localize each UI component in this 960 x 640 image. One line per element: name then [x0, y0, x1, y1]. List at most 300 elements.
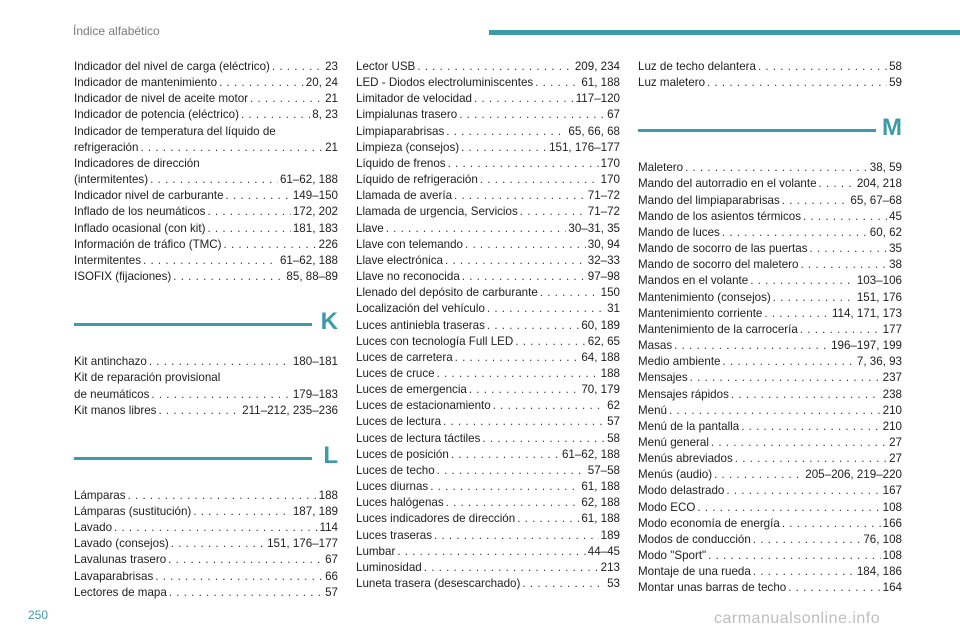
- entry-term: Modo economía de energía: [638, 516, 780, 530]
- entry-term: Luces de estacionamiento: [356, 399, 491, 413]
- entry-term: Luneta trasera (desescarchado): [356, 577, 521, 590]
- index-entry: [356, 253, 620, 269]
- entry-term: Luces de lectura: [356, 415, 442, 429]
- index-entry-line: [356, 91, 620, 107]
- index-entry: [638, 354, 902, 370]
- index-entry-line: [638, 338, 902, 354]
- watermark: carmanualsonline.info: [714, 610, 881, 627]
- entry-term: Menú de la pantalla: [638, 419, 740, 433]
- entry-term: Luces con tecnología Full LED: [356, 334, 514, 348]
- index-entry-line: [638, 483, 902, 499]
- index-entry-line: [74, 552, 338, 568]
- dot-leader: [819, 176, 855, 192]
- index-entry: [638, 548, 902, 564]
- entry-term: Luces de cruce: [356, 366, 435, 380]
- dot-leader: [226, 188, 291, 204]
- entry-term: Llave electrónica: [356, 253, 444, 267]
- index-entry-line: [638, 580, 902, 596]
- entry-pages: 151, 176: [856, 290, 902, 304]
- dot-leader: [714, 467, 803, 483]
- dot-leader: [758, 59, 887, 75]
- index-entry: [638, 75, 902, 91]
- entry-pages: 67: [607, 108, 620, 122]
- entry-pages: 61, 188: [581, 512, 620, 526]
- entry-pages: 20, 24: [305, 76, 338, 90]
- dot-leader: [741, 419, 880, 435]
- entry-term: Lámparas (sustitución): [74, 504, 192, 518]
- entry-pages: 196–197, 199: [831, 339, 902, 353]
- entry-term: Lumbar: [356, 544, 396, 558]
- entry-term: Montar unas barras de techo: [638, 581, 787, 595]
- index-entry: [356, 172, 620, 188]
- dot-leader: [250, 91, 323, 107]
- entry-term: Medio ambiente: [638, 355, 721, 369]
- entry-pages: 149–150: [292, 189, 338, 203]
- entry-pages: 71–72: [587, 189, 620, 203]
- index-entry: [74, 552, 338, 568]
- index-entry-line: [638, 451, 902, 467]
- index-entry: [74, 403, 338, 419]
- index-entry-line: [638, 435, 902, 451]
- entry-term: Lámparas: [74, 488, 126, 502]
- dot-leader: [685, 160, 868, 176]
- entry-term: Luz de techo delantera: [638, 60, 756, 73]
- entry-pages: 65, 66, 68: [568, 124, 620, 138]
- index-entry-line: [638, 225, 902, 241]
- index-entry-line: [74, 124, 338, 140]
- index-entry-line: [74, 536, 338, 552]
- entry-term: Menú: [638, 403, 668, 417]
- index-entry: [74, 520, 338, 536]
- index-entry: [356, 576, 620, 592]
- entry-term: Luces de carretera: [356, 350, 453, 364]
- entry-pages: 166: [882, 516, 902, 530]
- entry-pages: 38: [889, 258, 902, 272]
- dot-leader: [140, 140, 323, 156]
- entry-term: Llamada de urgencia, Servicios: [356, 205, 518, 219]
- index-entry: [638, 435, 902, 451]
- index-entry-line: [356, 382, 620, 398]
- entry-pages: 188: [600, 366, 620, 380]
- entry-term: Luces traseras: [356, 528, 433, 542]
- index-entry: [356, 511, 620, 527]
- entry-term: LED - Diodos electroluminiscentes: [356, 76, 534, 90]
- index-entry-line: [356, 479, 620, 495]
- index-entry-line: [356, 269, 620, 285]
- index-entry-line: [638, 59, 902, 75]
- index-entry-line: [74, 253, 338, 269]
- entry-term: Líquido de frenos: [356, 156, 446, 170]
- index-entry-line: [74, 221, 338, 237]
- dot-leader: [722, 225, 868, 241]
- entry-pages: 108: [882, 500, 902, 514]
- entry-term: Mando del limpiaparabrisas: [638, 193, 780, 207]
- index-entry-line: [638, 160, 902, 176]
- entry-pages: 30, 94: [587, 237, 620, 251]
- dot-leader: [465, 237, 586, 253]
- index-entry: [356, 544, 620, 560]
- index-entry-line: [356, 188, 620, 204]
- dot-leader: [445, 253, 586, 269]
- entry-term: Indicador de mantenimiento: [74, 76, 218, 90]
- entry-pages: 62: [607, 399, 620, 413]
- index-entry-line: [638, 322, 902, 338]
- entry-term: Llenado del depósito de carburante: [356, 286, 538, 300]
- index-entry: [356, 414, 620, 430]
- index-entry: [74, 237, 338, 253]
- entry-pages: 27: [889, 452, 902, 466]
- index-entry-line: [356, 511, 620, 527]
- index-entry-line: [356, 398, 620, 414]
- entry-term: Modo ECO: [638, 500, 696, 514]
- entry-term: Limpialunas trasero: [356, 108, 458, 122]
- index-entry: [74, 124, 338, 156]
- index-entry-line: [638, 403, 902, 419]
- dot-leader: [803, 209, 887, 225]
- index-entry: [638, 322, 902, 338]
- index-entry-line: [638, 241, 902, 257]
- index-entry: [74, 253, 338, 269]
- entry-pages: 62, 188: [581, 496, 620, 510]
- index-entry: [356, 334, 620, 350]
- index-entry: [74, 91, 338, 107]
- dot-leader: [207, 204, 290, 220]
- entry-term: Kit de reparación provisional: [74, 371, 221, 385]
- entry-term: Limpieza (consejos): [356, 140, 460, 154]
- dot-leader: [207, 221, 290, 237]
- entry-term: Líquido de refrigeración: [356, 173, 478, 187]
- entry-pages: 60, 62: [869, 225, 902, 239]
- dot-leader: [753, 564, 855, 580]
- dot-leader: [731, 387, 881, 403]
- index-entry-line: [356, 301, 620, 317]
- entry-pages: 188: [318, 488, 338, 502]
- entry-term: Mando de los asientos térmicos: [638, 209, 802, 223]
- entry-term: Montaje de una rueda: [638, 565, 751, 579]
- index-entry: [356, 140, 620, 156]
- entry-term: Indicador de temperatura del líquido de: [74, 124, 276, 138]
- dot-leader: [669, 403, 881, 419]
- entry-term: Lavaparabrisas: [74, 569, 154, 583]
- index-entry: [638, 306, 902, 322]
- entry-pages: 114: [319, 521, 338, 535]
- index-entry: [356, 91, 620, 107]
- index-entry: [74, 107, 338, 123]
- index-entry-line: [356, 414, 620, 430]
- index-entry-line: [356, 576, 620, 592]
- entry-pages: 64, 188: [581, 350, 620, 364]
- entry-term: de neumáticos: [74, 387, 150, 401]
- entry-term: Mando del autorradio en el volante: [638, 177, 817, 191]
- index-entry-line: [74, 188, 338, 204]
- entry-term: Kit antinchazo: [74, 355, 147, 369]
- entry-term: (intermitentes): [74, 173, 149, 187]
- index-entry-line: [74, 107, 338, 123]
- section-header: [74, 285, 338, 354]
- dot-leader: [697, 500, 880, 516]
- entry-pages: 32–33: [587, 253, 620, 267]
- dot-leader: [535, 75, 579, 91]
- index-entry: [356, 156, 620, 172]
- entry-term: Indicador nivel de carburante: [74, 189, 224, 203]
- dot-leader: [782, 193, 849, 209]
- entry-term: Mando de luces: [638, 225, 720, 239]
- dot-leader: [417, 59, 573, 75]
- index-entry-line: [74, 403, 338, 419]
- index-entry: [356, 301, 620, 317]
- entry-pages: 44–45: [587, 544, 620, 558]
- index-entry-line: [638, 564, 902, 580]
- index-entry-line: [638, 193, 902, 209]
- dot-leader: [480, 172, 599, 188]
- entry-pages: 114, 171, 173: [831, 306, 902, 320]
- index-entry: [356, 285, 620, 301]
- entry-term: Mantenimiento corriente: [638, 306, 763, 320]
- dot-leader: [451, 447, 560, 463]
- dot-leader: [168, 552, 323, 568]
- entry-pages: 57–58: [587, 463, 620, 477]
- index-entry-line: [356, 156, 620, 172]
- entry-term: Llave con telemando: [356, 237, 463, 251]
- dot-leader: [454, 188, 586, 204]
- entry-pages: 27: [889, 435, 902, 449]
- entry-pages: 117–120: [575, 92, 620, 106]
- index-entry: [74, 269, 338, 285]
- dot-leader: [150, 172, 278, 188]
- index-entry: [74, 156, 338, 188]
- dot-leader: [461, 140, 547, 156]
- entry-term: refrigeración: [74, 140, 139, 154]
- dot-leader: [800, 257, 887, 273]
- index-entry: [638, 273, 902, 289]
- index-entry: [74, 75, 338, 91]
- index-column-3: [638, 59, 902, 597]
- entry-pages: 70, 179: [581, 383, 620, 397]
- dot-leader: [515, 334, 586, 350]
- index-entry: [638, 225, 902, 241]
- entry-term: Luminosidad: [356, 560, 422, 574]
- dot-leader: [459, 107, 605, 123]
- entry-pages: 213: [600, 560, 620, 574]
- dot-leader: [155, 569, 323, 585]
- entry-pages: 172, 202: [292, 205, 338, 219]
- index-entry-line: [356, 431, 620, 447]
- index-entry-line: [356, 140, 620, 156]
- index-entry: [638, 338, 902, 354]
- entry-pages: 62, 65: [587, 334, 620, 348]
- index-entry-line: [74, 91, 338, 107]
- entry-pages: 61, 188: [581, 76, 620, 90]
- entry-term: Lavado: [74, 521, 113, 535]
- entry-pages: 71–72: [587, 205, 620, 219]
- entry-pages: 21: [325, 140, 338, 154]
- index-entry: [356, 431, 620, 447]
- index-entry-line: [356, 75, 620, 91]
- dot-leader: [520, 204, 586, 220]
- index-entry: [638, 160, 902, 176]
- index-entry-line: [638, 370, 902, 386]
- index-entry: [638, 580, 902, 596]
- entry-term: Modos de conducción: [638, 532, 751, 546]
- entry-term: Mensajes: [638, 371, 688, 385]
- entry-pages: 204, 218: [856, 177, 902, 191]
- entry-pages: 184, 186: [856, 565, 902, 579]
- entry-pages: 103–106: [856, 274, 902, 288]
- index-entry: [356, 188, 620, 204]
- index-entry-line: [356, 560, 620, 576]
- index-entry: [356, 479, 620, 495]
- dot-leader: [149, 354, 291, 370]
- dot-leader: [448, 156, 599, 172]
- section-rule: [638, 129, 876, 132]
- index-entry-line: [638, 516, 902, 532]
- entry-pages: 61, 188: [581, 480, 620, 494]
- entry-pages: 57: [607, 415, 620, 429]
- index-entry-line: [638, 419, 902, 435]
- index-entry-line: [356, 447, 620, 463]
- index-entry: [638, 532, 902, 548]
- index-entry: [638, 451, 902, 467]
- dot-leader: [735, 451, 887, 467]
- entry-term: Masas: [638, 339, 673, 353]
- entry-term: Localización del vehículo: [356, 302, 485, 316]
- index-entry-line: [638, 532, 902, 548]
- dot-leader: [726, 483, 880, 499]
- index-entry: [74, 370, 338, 402]
- index-entry: [638, 257, 902, 273]
- entry-pages: 177: [882, 322, 902, 336]
- section-letter: K: [320, 308, 338, 336]
- index-entry: [638, 403, 902, 419]
- entry-term: Mando de socorro del maletero: [638, 258, 799, 272]
- entry-term: Limpiaparabrisas: [356, 124, 445, 138]
- entry-pages: 58: [607, 431, 620, 445]
- index-entry-line: [74, 237, 338, 253]
- index-entry-line: [356, 285, 620, 301]
- index-entry: [74, 536, 338, 552]
- entry-pages: 58: [889, 60, 902, 73]
- index-entry-line: [638, 176, 902, 192]
- dot-leader: [487, 301, 605, 317]
- index-entry-line: [356, 204, 620, 220]
- index-entry: [356, 447, 620, 463]
- entry-term: Luces diurnas: [356, 480, 429, 494]
- index-entry: [74, 354, 338, 370]
- dot-leader: [193, 504, 291, 520]
- dot-leader: [424, 560, 599, 576]
- index-entry-line: [356, 528, 620, 544]
- index-entry-line: [74, 156, 338, 172]
- entry-pages: 151, 176–177: [549, 140, 620, 154]
- entry-term: Llave: [356, 221, 384, 235]
- index-entry: [638, 370, 902, 386]
- entry-term: Luz maletero: [638, 76, 706, 90]
- index-entry-line: [356, 350, 620, 366]
- dot-leader: [437, 366, 599, 382]
- entry-term: Luces de lectura táctiles: [356, 431, 481, 445]
- index-entry-line: [74, 75, 338, 91]
- dot-leader: [540, 285, 599, 301]
- index-entry: [74, 488, 338, 504]
- section-rule: [74, 323, 312, 326]
- dot-leader: [708, 548, 880, 564]
- index-entry: [74, 585, 338, 601]
- entry-pages: 67: [325, 553, 338, 567]
- dot-leader: [128, 488, 317, 504]
- entry-pages: 210: [882, 403, 902, 417]
- entry-term: Luces de emergencia: [356, 383, 467, 397]
- entry-pages: 38, 59: [869, 161, 902, 175]
- entry-pages: 181, 183: [292, 221, 338, 235]
- running-header-title: Índice alfabético: [73, 24, 160, 38]
- index-entry: [74, 221, 338, 237]
- dot-leader: [517, 511, 579, 527]
- index-entry: [638, 516, 902, 532]
- entry-pages: 189: [600, 528, 620, 542]
- entry-term: Intermitentes: [74, 253, 142, 267]
- entry-term: Mantenimiento de la carrocería: [638, 322, 798, 336]
- entry-pages: 167: [882, 484, 902, 498]
- dot-leader: [522, 576, 605, 592]
- dot-leader: [171, 536, 265, 552]
- entry-term: Lavalunas trasero: [74, 553, 167, 567]
- index-column-2: [356, 59, 620, 592]
- index-entry-line: [356, 172, 620, 188]
- index-entry-line: [356, 237, 620, 253]
- entry-term: Menú general: [638, 435, 709, 449]
- index-entry: [356, 221, 620, 237]
- entry-pages: 45: [889, 209, 902, 223]
- section-rule: [74, 457, 312, 460]
- dot-leader: [462, 269, 586, 285]
- entry-pages: 238: [882, 387, 902, 401]
- dot-leader: [397, 544, 585, 560]
- index-entry: [356, 75, 620, 91]
- index-entry-line: [74, 172, 338, 188]
- entry-term: Limitador de velocidad: [356, 92, 473, 106]
- dot-leader: [430, 479, 579, 495]
- entry-pages: 226: [318, 237, 338, 251]
- dot-leader: [788, 580, 880, 596]
- entry-term: Luces halógenas: [356, 496, 444, 510]
- dot-leader: [143, 253, 278, 269]
- dot-leader: [173, 269, 284, 285]
- index-entry-line: [74, 269, 338, 285]
- dot-leader: [469, 382, 579, 398]
- entry-pages: 187, 189: [292, 504, 338, 518]
- entry-term: Kit manos libres: [74, 403, 157, 417]
- index-entry-line: [74, 488, 338, 504]
- index-entry-line: [74, 370, 338, 386]
- index-entry: [356, 59, 620, 75]
- entry-term: Luces de techo: [356, 463, 435, 477]
- index-entry-line: [356, 495, 620, 511]
- index-entry-line: [638, 467, 902, 483]
- index-entry-line: [638, 75, 902, 91]
- entry-pages: 85, 88–89: [286, 270, 338, 284]
- entry-pages: 205–206, 219–220: [805, 468, 902, 482]
- dot-leader: [241, 107, 310, 123]
- index-entry: [356, 366, 620, 382]
- entry-pages: 30–31, 35: [568, 221, 620, 235]
- entry-pages: 210: [882, 419, 902, 433]
- index-entry: [74, 504, 338, 520]
- index-entry-line: [638, 387, 902, 403]
- dot-leader: [753, 532, 862, 548]
- index-entry: [356, 124, 620, 140]
- entry-term: Indicador de nivel de aceite motor: [74, 92, 249, 106]
- index-entry-line: [356, 366, 620, 382]
